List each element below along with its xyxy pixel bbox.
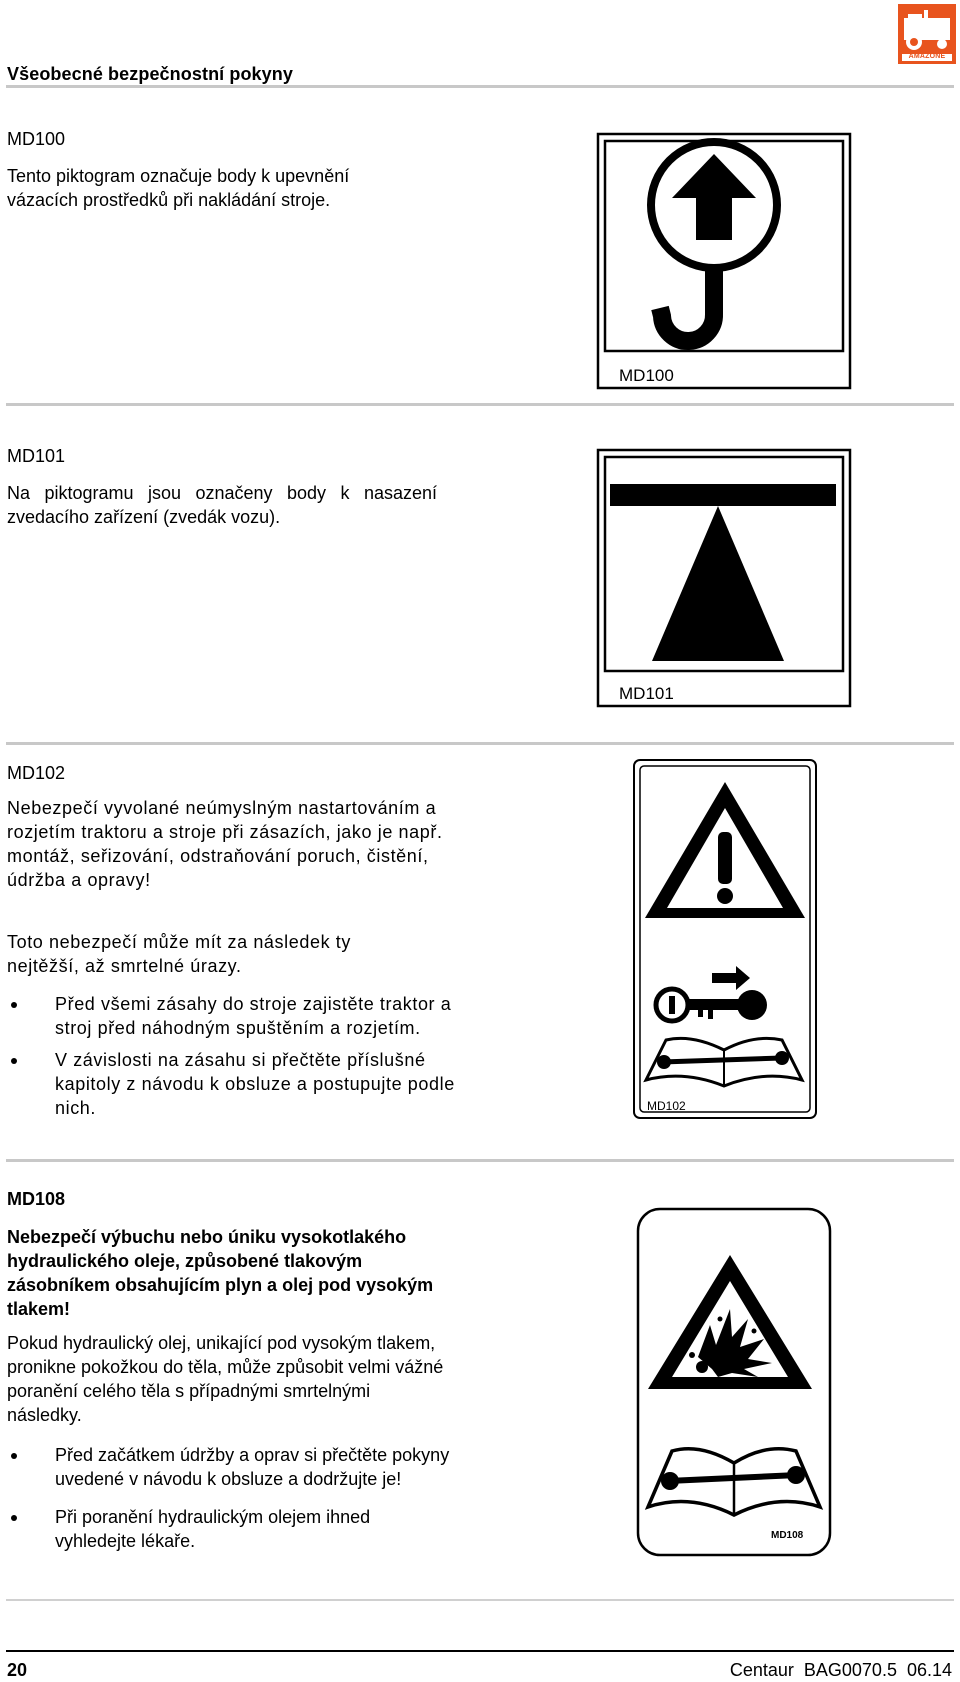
md108-code: MD108 <box>7 1189 66 1209</box>
md101-pictogram <box>596 448 852 708</box>
md108-sign-label: MD108 <box>771 1530 804 1541</box>
md101-text: Na piktogramu jsou označeny body k nasazení zvedacího zařízení (zvedák vozu). <box>7 483 437 527</box>
footer-divider <box>6 1650 954 1652</box>
md101-sign-label: MD101 <box>619 684 674 703</box>
md100-code: MD100 <box>7 129 66 149</box>
md102-consequence: Toto nebezpečí může mít za následek ty nejtěžší, až smrtelné úrazy. <box>7 932 351 976</box>
md108-pictogram <box>636 1207 832 1557</box>
md108-divider <box>6 1599 954 1601</box>
md102-code: MD102 <box>7 763 66 783</box>
md102-danger: Nebezpečí vyvolané neúmyslným nastartováním a rozjetím traktoru a stroje při zásazích, jako je např. montáž, seřizování, odstraňování poruch, čistění, údržba a opravy! <box>7 798 443 890</box>
logo-text: AMAZONE <box>908 53 946 60</box>
document-reference: Centaur BAG0070.5 06.14 <box>729 1660 952 1680</box>
header-divider <box>6 85 954 88</box>
md108-danger: Nebezpečí výbuchu nebo úniku vysokotlakého hydraulického oleje, způsobené tlakovým zásobníkem obsahujícím plyn a olej pod vysokým tlakem! <box>7 1227 434 1319</box>
amazone-logo <box>898 4 956 64</box>
md108-bullet-list <box>7 1443 452 1553</box>
list-item: V závislosti na zásahu si přečtěte příslušné kapitoly z návodu k obsluze a postupujte podle nich. <box>7 1048 487 1120</box>
list-item: Před všemi zásahy do stroje zajistěte traktor a stroj před náhodným spuštěním a rozjetím. <box>7 992 487 1040</box>
md100-text: Tento piktogram označuje body k upevnění vázacích prostředků při nakládání stroje. <box>7 166 350 210</box>
md102-divider <box>6 1159 954 1162</box>
md108-consequence: Pokud hydraulický olej, unikající pod vysokým tlakem, pronikne pokožkou do těla, může způsobit velmi vážné poranění celého těla s případnými smrtelnými následky. <box>7 1333 444 1425</box>
md100-divider <box>6 403 954 406</box>
section-title: Všeobecné bezpečnostní pokyny <box>7 64 293 84</box>
md100-pictogram <box>596 132 852 390</box>
page-number: 20 <box>7 1660 28 1680</box>
list-item: Před začátkem údržby a oprav si přečtěte pokyny uvedené v návodu k obsluze a dodržujte je! <box>7 1443 452 1491</box>
md102-sign-label: MD102 <box>647 1099 686 1113</box>
lift-bar-icon <box>610 484 836 506</box>
md102-pictogram <box>632 758 818 1120</box>
md100-sign-label: MD100 <box>619 366 674 385</box>
md101-code: MD101 <box>7 446 66 466</box>
list-item: Při poranění hydraulickým olejem ihned vyhledejte lékaře. <box>7 1505 452 1553</box>
exclamation-icon <box>718 832 732 884</box>
md101-divider <box>6 742 954 745</box>
md102-bullet-list <box>7 992 487 1120</box>
